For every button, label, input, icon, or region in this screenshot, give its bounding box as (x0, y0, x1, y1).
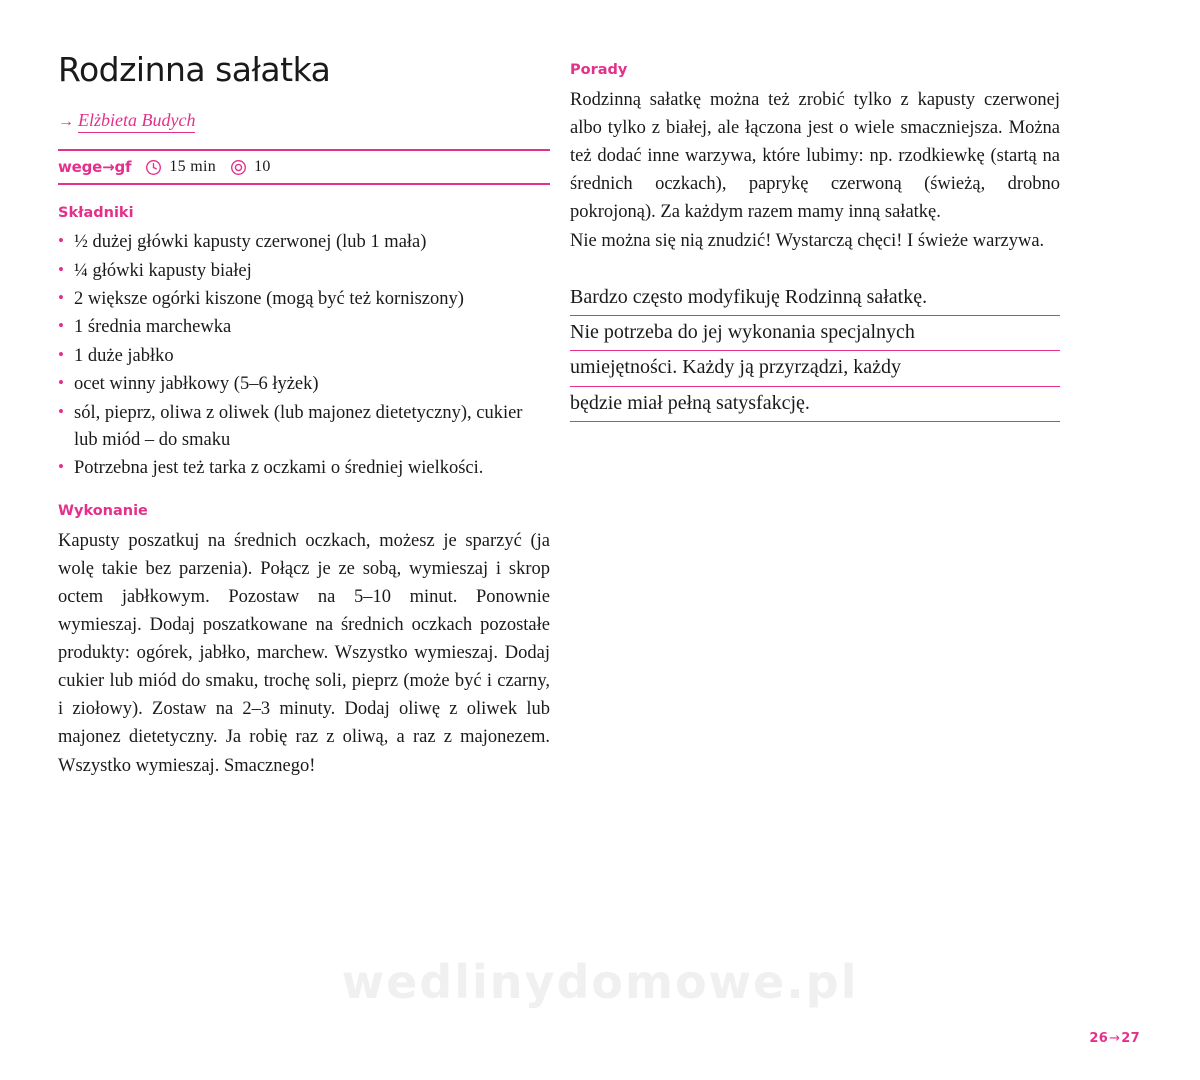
meta-rule-bottom (58, 183, 550, 185)
list-item: • 1 średnia marchewka (58, 314, 550, 341)
clock-icon (145, 159, 162, 176)
arrow-right-icon: → (58, 113, 74, 131)
page-number-from: 26 (1089, 1031, 1109, 1046)
ingredients-heading: Składniki (58, 205, 134, 222)
method-text: Kapusty poszatkuj na średnich oczkach, możesz je sparzyć (ja wolę takie bez parzenia). Połącz je ze sobą, wymieszaj i skrop octem jabłkowym. Pozostaw na 5–10 minut. Ponownie wymieszaj. Dodaj poszatkowane na średnich oczkach pozostałe produkty: ogórek, jabłko, marchew. Wszystko wymieszaj. Dodaj cukier lub miód do smaku, trochę soli, pieprz (może być i czarny, i ziołowy). Zostaw na 2–3 minuty. Dodaj oliwę z oliwek lub majonez dietetyczny. Ja robię raz z oliwą, a raz z majonezem. Wszystko wymieszaj. Smacznego! (58, 530, 550, 776)
meta-time (145, 158, 216, 176)
list-item: • 2 większe ogórki kiszone (mogą być też korniszony) (58, 286, 550, 313)
quote-line: będzie miał pełną satysfakcję. (570, 387, 1060, 422)
quote-line: Bardzo często modyfikuję Rodzinną sałatkę. (570, 281, 1060, 316)
tips-paragraph-2: Nie można się nią znudzić! Wystarczą chęci! I świeże warzywa. (570, 230, 1045, 251)
list-item: • ½ dużej główki kapusty czerwonej (lub 1 mała) (58, 229, 550, 256)
pull-quote (570, 281, 1060, 423)
quote-line: umiejętności. Każdy ją przyrządzi, każdy (570, 351, 1060, 386)
tips-heading: Porady (570, 62, 628, 78)
right-column (570, 62, 1060, 422)
page-title: Rodzinna sałatka (58, 50, 331, 89)
recipe-author (58, 110, 550, 133)
left-column (58, 52, 550, 780)
page-number-to: 27 (1121, 1031, 1140, 1046)
recipe-meta-bar (58, 151, 550, 183)
method-heading: Wykonanie (58, 502, 148, 519)
quote-line: Nie potrzeba do jej wykonania specjalnych (570, 316, 1060, 351)
ingredients-list (58, 229, 550, 482)
portions-value: 10 (254, 158, 271, 176)
watermark: wedlinydomowe.pl (341, 955, 859, 1009)
author-name: Elżbieta Budych (78, 110, 195, 133)
portions-icon (230, 159, 247, 176)
list-item: • 1 duże jabłko (58, 343, 550, 370)
meta-portions (230, 158, 271, 176)
list-item: • ¼ główki kapusty białej (58, 258, 550, 285)
tips-paragraph-1: Rodzinną sałatkę można też zrobić tylko z kapusty czerwonej albo tylko z białej, ale łączona jest o wiele smaczniejsza. Można też dodać inne warzywa, które lubimy: np. rzodkiewkę (startą na średnich oczkach), paprykę czerwoną (świeżą, drobno pokrojoną). Za każdym razem mamy inną sałatkę. (570, 90, 1060, 223)
list-item: • Potrzebna jest też tarka z oczkami o średniej wielkości. (58, 455, 550, 482)
diet-tag: wege→gf (58, 158, 132, 177)
page-number-arrow-icon: → (1109, 1031, 1121, 1046)
time-value: 15 min (169, 158, 217, 176)
list-item: • ocet winny jabłkowy (5–6 łyżek) (58, 371, 550, 398)
page-number (1089, 1031, 1140, 1046)
list-item: • sól, pieprz, oliwa z oliwek (lub majonez dietetyczny), cukier lub miód – do smaku (58, 400, 550, 455)
